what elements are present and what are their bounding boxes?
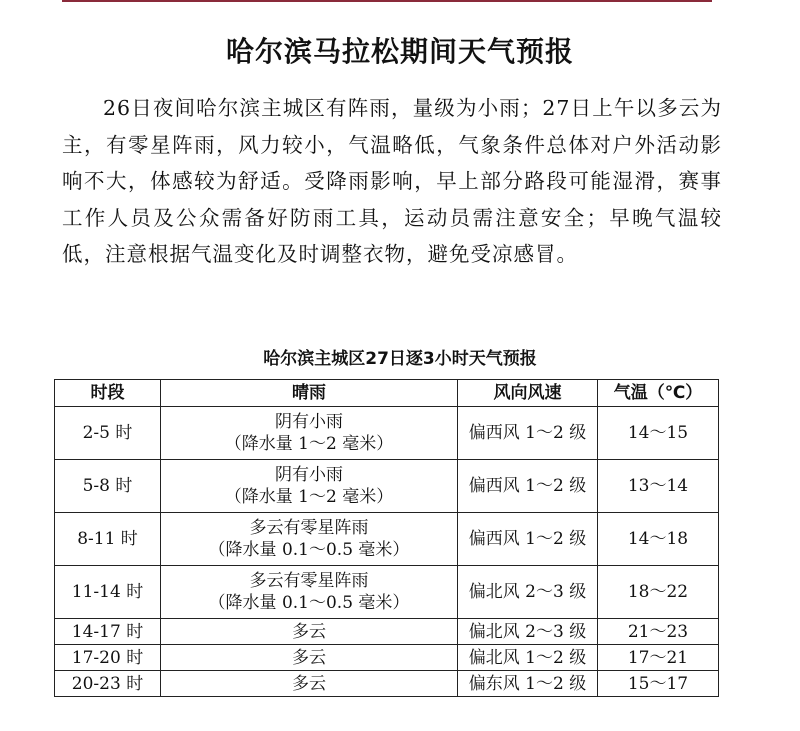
precipitation-note: （降水量 1～2 毫米） — [224, 434, 394, 454]
cell-temperature: 17～21 — [598, 645, 719, 671]
forecast-table — [54, 379, 719, 697]
table-row — [55, 619, 719, 645]
precipitation-note: （降水量 0.1～0.5 毫米） — [208, 540, 410, 560]
cell-period: 17-20 时 — [55, 645, 161, 671]
cell-wind: 偏西风 1～2 级 — [458, 513, 598, 566]
page-title: 哈尔滨马拉松期间天气预报 — [225, 35, 574, 68]
cell-wind: 偏北风 2～3 级 — [458, 566, 598, 619]
weather-text: 多云有零星阵雨 — [249, 518, 369, 538]
cell-weather: 多云 — [161, 645, 458, 671]
cell-weather — [161, 513, 458, 566]
cell-weather: 多云 — [161, 619, 458, 645]
cell-weather — [161, 407, 458, 460]
cell-period: 11-14 时 — [55, 566, 161, 619]
cell-temperature: 13～14 — [598, 460, 719, 513]
cell-temperature: 15～17 — [598, 671, 719, 697]
cell-wind: 偏北风 2～3 级 — [458, 619, 598, 645]
cell-temperature: 21～23 — [598, 619, 719, 645]
body-paragraph: 26日夜间哈尔滨主城区有阵雨，量级为小雨；27日上午以多云为主，有零星阵雨，风力较小，气温略低，气象条件总体对户外活动影响不大，体感较为舒适。受降雨影响，早上部分路段可能湿滑，赛事工作人员及公众需备好防雨工具，运动员需注意安全；早晚气温较低，注意根据气温变化及时调整衣物，避免受凉感冒。 — [62, 96, 722, 266]
table-row — [55, 566, 719, 619]
column-header-weather: 晴雨 — [161, 380, 458, 407]
cell-wind: 偏西风 1～2 级 — [458, 407, 598, 460]
table-row — [55, 645, 719, 671]
cell-period: 14-17 时 — [55, 619, 161, 645]
cell-weather — [161, 460, 458, 513]
cell-temperature: 14～15 — [598, 407, 719, 460]
cell-wind: 偏东风 1～2 级 — [458, 671, 598, 697]
cell-wind: 偏西风 1～2 级 — [458, 460, 598, 513]
column-header-period: 时段 — [55, 380, 161, 407]
table-row — [55, 460, 719, 513]
table-row — [55, 513, 719, 566]
cell-period: 20-23 时 — [55, 671, 161, 697]
cell-temperature: 18～22 — [598, 566, 719, 619]
cell-temperature: 14～18 — [598, 513, 719, 566]
weather-text: 阴有小雨 — [275, 412, 343, 432]
table-row — [55, 407, 719, 460]
weather-text: 多云有零星阵雨 — [249, 571, 369, 591]
precipitation-note: （降水量 1～2 毫米） — [224, 487, 394, 507]
precipitation-note: （降水量 0.1～0.5 毫米） — [208, 593, 410, 613]
table-header-row — [55, 380, 719, 407]
top-rule — [62, 0, 712, 2]
weather-text: 阴有小雨 — [275, 465, 343, 485]
table-title: 哈尔滨主城区27日逐3小时天气预报 — [263, 349, 537, 369]
cell-weather: 多云 — [161, 671, 458, 697]
column-header-wind: 风向风速 — [458, 380, 598, 407]
cell-period: 5-8 时 — [55, 460, 161, 513]
cell-wind: 偏北风 1～2 级 — [458, 645, 598, 671]
cell-period: 8-11 时 — [55, 513, 161, 566]
cell-period: 2-5 时 — [55, 407, 161, 460]
cell-weather — [161, 566, 458, 619]
column-header-temperature: 气温（℃） — [598, 380, 719, 407]
table-row — [55, 671, 719, 697]
